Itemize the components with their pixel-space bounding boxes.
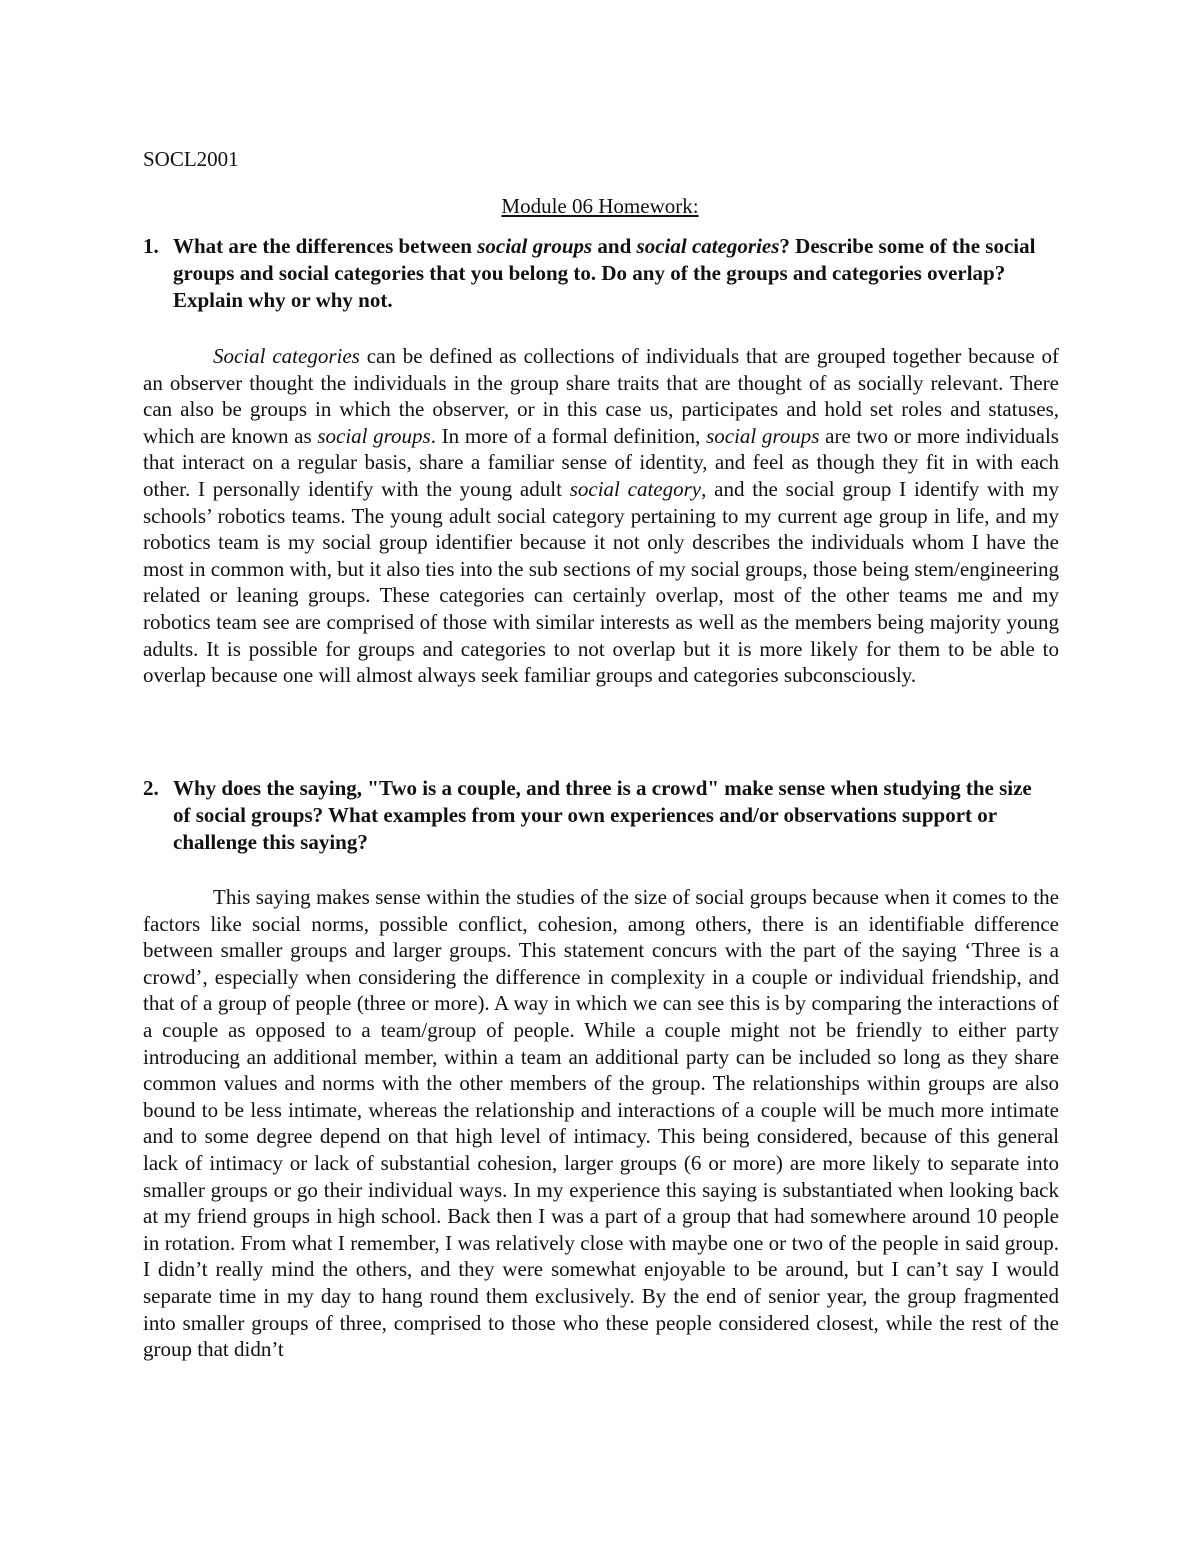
- question-2-number: 2.: [143, 776, 159, 800]
- answer-1-text-part: . In more of a formal definition,: [430, 423, 707, 448]
- answer-1-emphasis: social groups: [706, 423, 820, 448]
- answer-1-text-part: , and the social group I identify with my schools’ robotics teams. The young adult social category pertaining to my current age group in life, and my robotics team is my social group identifier because it not only describes the individuals whom I have the most in common with, but it also ties into the sub sections of my social groups, those being stem/engineering related or leaning groups. These categories can certainly overlap, most of the other teams me and my robotics team see are comprised of those with similar interests as well as the members being majority young adults. It is possible for groups and categories to not overlap but it is more likely for them to be able to overlap because one will almost always seek familiar groups and categories subconsciously.: [143, 476, 1059, 688]
- document-title-text: Module 06 Homework:: [501, 194, 699, 218]
- question-1-number: 1.: [143, 234, 159, 258]
- answer-1: [143, 343, 1059, 689]
- document-title: [0, 193, 1200, 219]
- question-1: [143, 233, 1043, 314]
- answer-1-text-part: are two or more individuals that interact on a regular basis, share a familiar sense of identity, and feel as though they fit in with each other. I personally identify with the young adult: [143, 423, 1059, 501]
- question-1-emphasis: social categories: [636, 234, 780, 258]
- answer-1-emphasis: social category: [569, 476, 702, 501]
- answer-1-emphasis: Social categories: [213, 344, 360, 368]
- answer-1-emphasis: social groups: [317, 423, 431, 448]
- question-1-emphasis: social groups: [477, 234, 593, 258]
- course-code: SOCL2001: [143, 147, 239, 171]
- question-1-text-part: What are the differences between: [173, 234, 478, 258]
- answer-2: This saying makes sense within the studies of the size of social groups because when it comes to the factors like social norms, possible conflict, cohesion, among others, there is an identifiable difference between smaller groups and larger groups. This statement concurs with the part of the saying ‘Three is a crowd’, especially when considering the difference in complexity in a couple or individual friendship, and that of a group of people (three or more). A way in which we can see this is by comparing the interactions of a couple as opposed to a team/group of people. While a couple might not be friendly to either party introducing an additional member, within a team an additional party can be included so long as they share common values and norms with the other members of the group. The relationships within groups are also bound to be less intimate, whereas the relationship and interactions of a couple will be much more intimate and to some degree depend on that high level of intimacy. This being considered, because of this general lack of intimacy or lack of substantial cohesion, larger groups (6 or more) are more likely to separate into smaller groups or go their individual ways. In my experience this saying is substantiated when looking back at my friend groups in high school. Back then I was a part of a group that had somewhere around 10 people in rotation. From what I remember, I was relatively close with maybe one or two of the people in said group. I didn’t really mind the others, and they were somewhat enjoyable to be around, but I can’t say I would separate time in my day to hang round them exclusively. By the end of senior year, the group fragmented into smaller groups of three, comprised to those who these people considered closest, while the rest of the group that didn’t: [143, 885, 1059, 1362]
- question-1-text-part: and: [592, 234, 637, 258]
- question-2-text: Why does the saying, "Two is a couple, and three is a crowd" make sense when studying the size of social groups? What examples from your own experiences and/or observations support or challenge this saying?: [173, 776, 1032, 854]
- answer-1-text-part: can be defined as collections of individuals that are grouped together because of an observer thought the individuals in the group share traits that are thought of as socially relevant. There can also be groups in which the observer, or in this case us, participates and hold set roles and statuses, which are known as: [143, 344, 1060, 448]
- question-2: [143, 775, 1043, 856]
- question-1-text-part: ? Describe some of the social groups and social categories that you belong to. Do any of the groups and categories overlap? Explain why or why not.: [173, 234, 1036, 312]
